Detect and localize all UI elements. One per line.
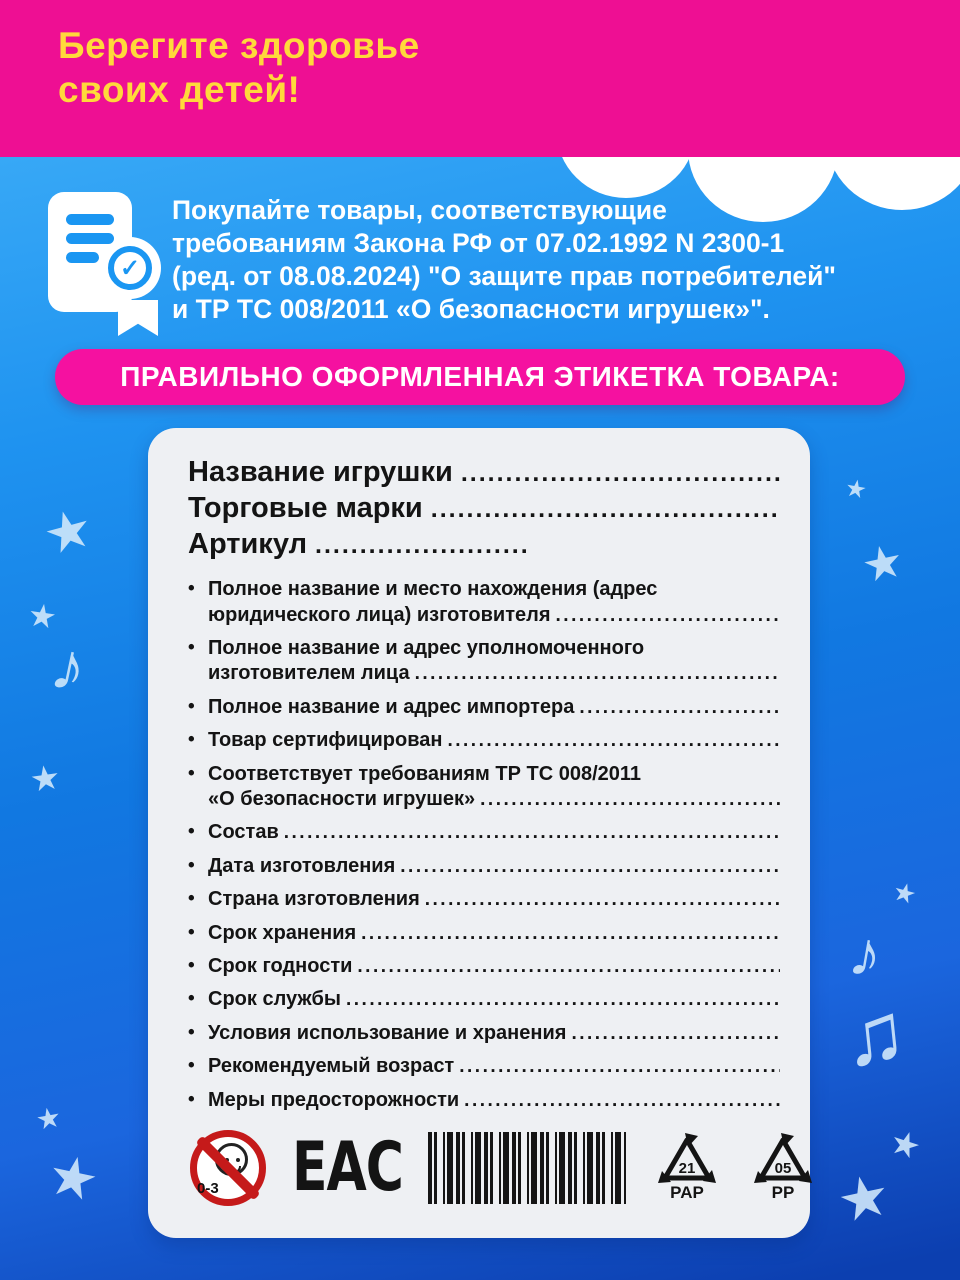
star-icon: ★ — [27, 758, 63, 800]
ribbon-icon — [118, 300, 158, 336]
bullet-icon: • — [188, 954, 195, 976]
label-item — [188, 1088, 780, 1113]
label-item — [188, 577, 780, 628]
label-item — [188, 921, 780, 946]
bullet-icon: • — [188, 578, 195, 600]
bullet-icon: • — [188, 762, 195, 784]
label-item — [188, 728, 780, 753]
label-field-name: Торговые марки — [188, 491, 423, 524]
dotted-leader — [461, 459, 780, 487]
label-item — [188, 954, 780, 979]
bullet-icon: • — [188, 888, 195, 910]
dotted-leader — [431, 495, 780, 523]
label-item-text: Соответствует требованиям ТР ТС 008/2011 — [208, 762, 642, 785]
star-icon: ★ — [25, 596, 60, 636]
star-icon: ★ — [831, 1161, 897, 1236]
label-item-text: Состав — [208, 821, 279, 844]
label-item-text: Полное название и адрес импортера — [208, 695, 575, 718]
label-item-text: «О безопасности игрушек» — [208, 788, 476, 811]
dotted-leader — [459, 1055, 780, 1079]
intro-line4: и ТР ТС 008/2011 «О безопасности игрушек»". — [172, 294, 770, 324]
label-item — [188, 762, 780, 813]
dotted-leader — [464, 1089, 780, 1113]
recycle-05-pp-icon — [748, 1133, 818, 1203]
bullet-icon: • — [188, 1055, 195, 1077]
barcode-icon — [428, 1132, 626, 1204]
dotted-leader — [579, 696, 780, 720]
label-field-row — [188, 456, 780, 489]
certificate-document-icon — [48, 190, 178, 340]
page-title-line1: Берегите здоровье — [58, 25, 420, 66]
label-item-text: юридического лица) изготовителя — [208, 603, 551, 626]
dotted-leader — [284, 821, 780, 845]
label-item — [188, 1054, 780, 1079]
intro-line1: Покупайте товары, соответствующие — [172, 195, 667, 225]
bullet-icon: • — [188, 821, 195, 843]
recycle-code: PAP — [670, 1183, 704, 1203]
bullet-icon: • — [188, 729, 195, 751]
bullet-icon: • — [188, 1021, 195, 1043]
header-banner — [0, 0, 960, 157]
label-item-text: Срок хранения — [208, 921, 357, 944]
label-section-banner-text: ПРАВИЛЬНО ОФОРМЛЕННАЯ ЭТИКЕТКА ТОВАРА: — [120, 361, 840, 392]
label-item — [188, 854, 780, 879]
dotted-leader — [425, 888, 780, 912]
dotted-leader — [400, 855, 780, 879]
dotted-leader — [556, 604, 780, 628]
dotted-leader — [346, 988, 780, 1012]
star-icon: ★ — [42, 1141, 105, 1214]
label-field-name: Название игрушки — [188, 456, 453, 488]
recycle-21-pap-icon — [652, 1133, 722, 1203]
check-icon: ✓ — [119, 254, 141, 282]
label-item-text: Условия использование и хранения — [208, 1021, 567, 1044]
bullet-icon: • — [188, 988, 195, 1010]
intro-paragraph — [172, 194, 920, 326]
label-item-text: Срок службы — [208, 988, 341, 1011]
recycle-number: 21 — [678, 1160, 696, 1178]
label-item-text: Рекомендуемый возраст — [208, 1055, 455, 1078]
star-icon: ★ — [857, 533, 909, 593]
label-fields — [188, 456, 780, 563]
label-item — [188, 820, 780, 845]
dotted-leader — [357, 955, 780, 979]
bullet-icon: • — [188, 854, 195, 876]
intro-line3: (ред. от 08.08.2024) "О защите прав потребителей" — [172, 261, 836, 291]
star-icon: ★ — [889, 875, 920, 911]
dotted-leader — [571, 1022, 780, 1046]
label-field-row — [188, 528, 780, 561]
label-item — [188, 987, 780, 1012]
bullet-icon: • — [188, 695, 195, 717]
label-section-banner — [55, 349, 905, 405]
eac-mark-icon: ЕАС — [292, 1129, 403, 1208]
label-item-text: Меры предосторожности — [208, 1088, 460, 1111]
label-item-text: Товар сертифицирован — [208, 729, 443, 752]
label-item — [188, 887, 780, 912]
music-note-icon: ♪ — [843, 915, 889, 993]
label-item-text: Срок годности — [208, 954, 353, 977]
bullet-icon: • — [188, 921, 195, 943]
star-icon: ★ — [884, 1122, 926, 1168]
certification-marks-row — [188, 1121, 795, 1216]
label-item-text: Полное название и адрес уполномоченного — [208, 637, 645, 660]
label-items — [188, 577, 780, 1121]
age-warning-0-3-icon — [190, 1130, 266, 1206]
age-range-label: 0-3 — [197, 1180, 219, 1198]
recycle-code: PP — [771, 1183, 795, 1203]
label-item-text: изготовителем лица — [208, 662, 410, 685]
dotted-leader — [415, 662, 780, 686]
dotted-leader — [447, 729, 780, 753]
page-title-line2: своих детей! — [58, 68, 301, 110]
label-card — [148, 428, 810, 1238]
check-badge-icon — [108, 246, 152, 290]
star-icon: ★ — [842, 474, 869, 505]
label-item — [188, 695, 780, 720]
label-field-name: Артикул — [188, 527, 307, 560]
label-item-text: Дата изготовления — [208, 854, 396, 877]
label-item — [188, 636, 780, 687]
dotted-leader — [315, 531, 530, 559]
label-item — [188, 1021, 780, 1046]
star-icon: ★ — [33, 1101, 64, 1136]
recycle-number: 05 — [774, 1160, 792, 1178]
label-field-row — [188, 492, 780, 525]
dotted-leader — [361, 922, 780, 946]
music-note-icon: ♫ — [838, 983, 911, 1085]
bullet-icon: • — [188, 1088, 195, 1110]
star-icon: ★ — [37, 496, 100, 568]
page-title — [58, 24, 420, 111]
bullet-icon: • — [188, 637, 195, 659]
label-item-text: Страна изготовления — [208, 888, 420, 911]
label-item-text: Полное название и место нахождения (адрес — [208, 578, 658, 601]
dotted-leader — [480, 788, 780, 812]
intro-line2: требованиям Закона РФ от 07.02.1992 N 2300-1 — [172, 228, 785, 258]
music-note-icon: ♪ — [44, 626, 94, 708]
